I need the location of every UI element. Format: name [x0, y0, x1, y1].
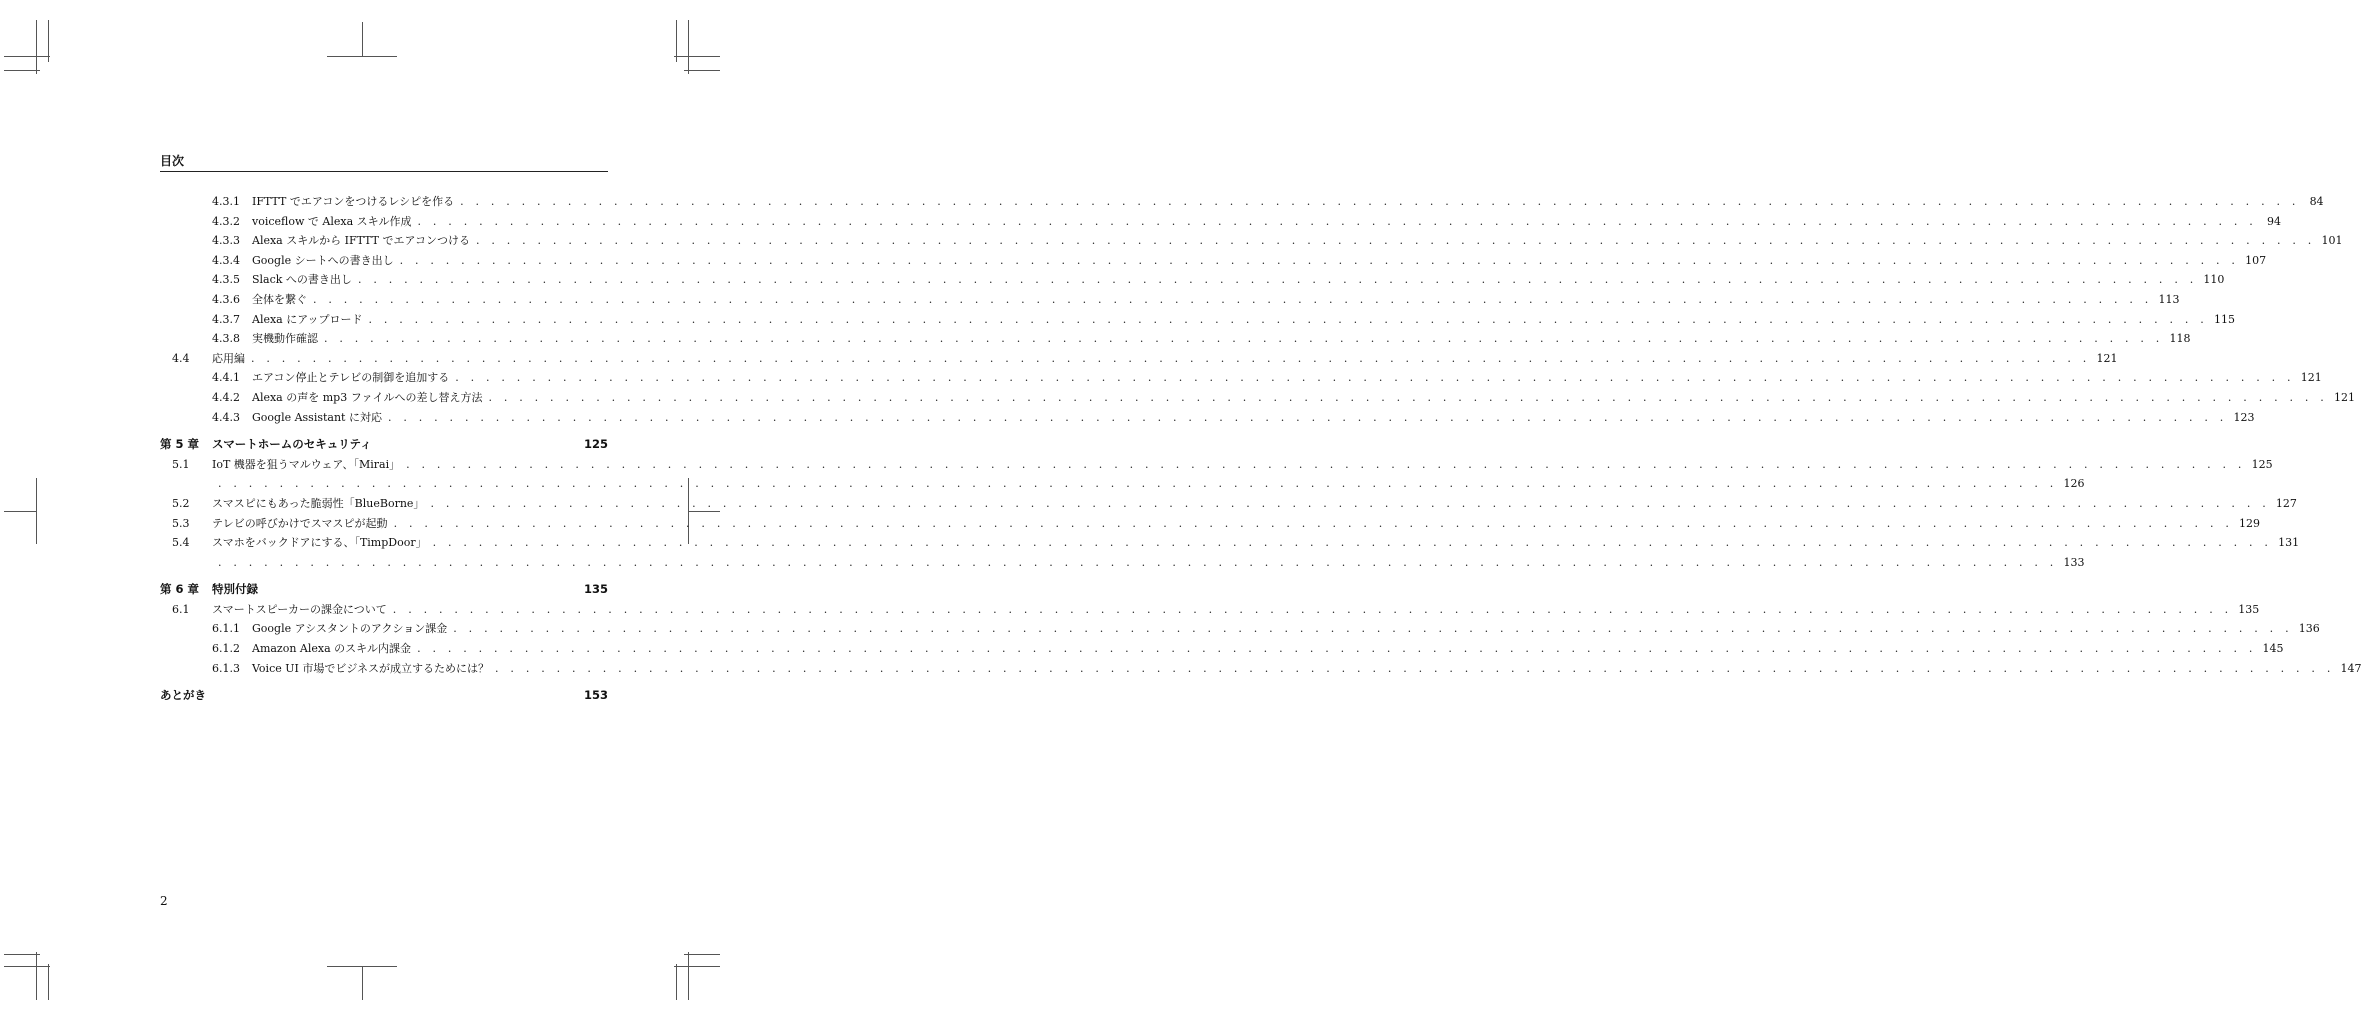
dot-leader: . . . . . . . . . . . . . . . . . . . . . . . . . . . . . . . . . . . . . . . . . . . . . . . . . . . . . . . . . . . . . . . . . . . . . . . . . . . . . . . . . . . . . . . . . . . . . . . . . . . . . . . . . . . . . . . . . . . . . . . . [218, 555, 2058, 569]
chapter-gap [160, 678, 608, 686]
toc-entry-title: IFTTT でエアコンをつけるレシピを作る [252, 195, 455, 208]
toc-entry-line [212, 494, 2297, 514]
toc-entry-page: 129 [2239, 516, 2261, 530]
toc-entry-title: Alexa スキルから IFTTT でエアコンつける [252, 234, 470, 248]
toc-chapter-entry[interactable] [160, 686, 608, 706]
toc-entry-number: 4.4.1 [212, 371, 240, 385]
toc-entry-title: スマートホームのセキュリティ [212, 437, 372, 452]
toc-entry[interactable] [160, 659, 2362, 679]
toc-entry-number: 4.4.3 [212, 410, 240, 424]
dot-leader: . . . . . . . . . . . . . . . . . . . . . . . . . . . . . . . . . . . . . . . . . . . . . . . . . . . . . . . . . . . . . . . . . . . . . . . . . . . . . . . . . . . . . . . . . . . . . . . . . . . . . . . . . . . . . . . . . . . . . . . . [324, 332, 2164, 346]
toc-entry[interactable] [160, 600, 2260, 620]
toc-entry-number: 4.3.3 [212, 234, 240, 248]
toc-entry[interactable] [160, 619, 2320, 639]
dot-leader: . . . . . . . . . . . . . . . . . . . . . . . . . . . . . . . . . . . . . . . . . . . . . . . . . . . . . . . . . . . . . . . . . . . . . . . . . . . . . . . . . . . . . . . . . . . . . . . . . . . . . . . . . . . . . . . . . . . . . . . . [313, 292, 2153, 306]
toc-entry[interactable] [160, 553, 2085, 573]
toc-entry-number: 6.1.2 [212, 642, 240, 656]
toc-entry-line [252, 212, 2281, 232]
toc-entry-title: 全体を繋ぐ [252, 292, 307, 306]
toc-entry-number: 4.3.2 [212, 214, 240, 228]
dot-leader: . . . . . . . . . . . . . . . . . . . . . . . . . . . . . . . . . . . . . . . . . . . . . . . . . . . . . . . . . . . . . . . . . . . . . . . . . . . . . . . . . . . . . . . . . . . . . . . . . . . . . . . . . . . . . . . . . . . . . . . . [453, 622, 2293, 636]
toc-entry-page: 126 [2063, 477, 2085, 491]
toc-entry-line [252, 270, 2225, 290]
toc-entry[interactable] [160, 251, 2267, 271]
toc-entry-title: スマスピにもあった脆弱性「BlueBorne」 [212, 496, 425, 510]
toc-entry-line [212, 533, 2300, 553]
toc-entry-line [252, 231, 2343, 251]
toc-entry-line [212, 580, 608, 600]
toc-entry[interactable] [160, 231, 2343, 251]
toc-chapter-entry[interactable] [160, 435, 608, 455]
toc-entry-line [252, 388, 2355, 408]
toc-entry-title: Google Assistant に対応 [252, 410, 382, 424]
dot-leader: . . . . . . . . . . . . . . . . . . . . . . . . . . . . . . . . . . . . . . . . . . . . . . . . . . . . . . . . . . . . . . . . . . . . . . . . . . . . . . . . . . . . . . . . . . . . . . . . . . . . . . . . . . . . . . . . . . . . . . . . [432, 536, 2273, 550]
toc-entry-title: エアコン停止とテレビの制御を追加する [252, 371, 450, 385]
toc-entry-page: 121 [2300, 371, 2322, 385]
toc-entry-title: Alexa の声を mp3 ファイルへの差し替え方法 [252, 390, 483, 404]
dot-leader: . . . . . . . . . . . . . . . . . . . . . . . . . . . . . . . . . . . . . . . . . . . . . . . . . . . . . . . . . . . . . . . . . . . . . . . . . . . . . . . . . . . . . . . . . . . . . . . . . . . . . . . . . . . . . . . . . . . . . . . . [251, 351, 2091, 365]
toc-entry-page: 145 [2262, 642, 2284, 656]
chapter-gap [160, 427, 608, 435]
toc-entry-line [252, 639, 2284, 659]
toc-entry-line [212, 553, 2085, 573]
toc-entry-title: Alexa にアップロード [252, 312, 363, 326]
toc-entry-page: 135 [2238, 602, 2260, 616]
toc-entry-number: 第 5 章 [160, 437, 200, 452]
chapter-gap [160, 572, 608, 580]
toc-entry[interactable] [160, 310, 2235, 330]
dot-leader: . . . . . . . . . . . . . . . . . . . . . . . . . . . . . . . . . . . . . . . . . . . . . . . . . . . . . . . . . . . . . . . . . . . . . . . . . . . . . . . . . . . . . . . . . . . . . . . . . . . . . . . . . . . . . . . . . . . . . . . . [392, 602, 2233, 616]
toc-entry-title: Voice UI 市場でビジネスが成立するためには？ [252, 661, 490, 675]
toc-entry-number: 4.3.1 [212, 195, 240, 208]
toc-entry-page: 121 [2096, 351, 2118, 365]
toc-entry[interactable] [160, 368, 2322, 388]
toc-entry-line [212, 474, 2085, 494]
toc-entry-line [212, 455, 2273, 475]
toc-entry-page: 133 [2063, 555, 2085, 569]
toc-entry[interactable] [160, 212, 2281, 232]
dot-leader: . . . . . . . . . . . . . . . . . . . . . . . . . . . . . . . . . . . . . . . . . . . . . . . . . . . . . . . . . . . . . . . . . . . . . . . . . . . . . . . . . . . . . . . . . . . . . . . . . . . . . . . . . . . . . . . . . . . . . . . . [430, 496, 2270, 510]
toc-entry-title: 応用編 [212, 351, 245, 365]
toc-entry-line [252, 368, 2322, 388]
toc-entry-number: 5.3 [172, 516, 190, 530]
toc-entry-page: 110 [2203, 273, 2225, 287]
toc-entry-number: 4.3.4 [212, 253, 240, 267]
toc-entry-line [212, 435, 608, 455]
toc-entry-number: 4.4 [172, 351, 190, 365]
dot-leader: . . . . . . . . . . . . . . . . . . . . . . . . . . . . . . . . . . . . . . . . . . . . . . . . . . . . . . . . . . . . . . . . . . . . . . . . . . . . . . . . . . . . . . . . . . . . . . . . . . . . . . . . . . . . . . . . . . . . . . . . [387, 410, 2228, 424]
toc-entry-page: 131 [2278, 536, 2300, 550]
dot-leader: . . . . . . . . . . . . . . . . . . . . . . . . . . . . . . . . . . . . . . . . . . . . . . . . . . . . . . . . . . . . . . . . . . . . . . . . . . . . . . . . . . . . . . . . . . . . . . . . . . . . . . . . . . . . . . . . . . . . . . . . [218, 477, 2058, 491]
dot-leader: . . . . . . . . . . . . . . . . . . . . . . . . . . . . . . . . . . . . . . . . . . . . . . . . . . . . . . . . . . . . . . . . . . . . . . . . . . . . . . . . . . . . . . . . . . . . . . . . . . . . . . . . . . . . . . . . . . . . . . . . [393, 516, 2234, 530]
toc-entry-line [212, 349, 2118, 369]
toc-entry-line [252, 192, 2324, 212]
toc-entry[interactable] [160, 290, 2180, 310]
toc-entry-page: 84 [2309, 195, 2324, 208]
toc-entry[interactable] [160, 192, 2324, 212]
toc-entry-title: 実機動作確認 [252, 332, 318, 346]
toc-entry-title: Google アシスタントのアクション課金 [252, 622, 448, 636]
toc-entry-page: 127 [2275, 496, 2297, 510]
toc-entry-page: 136 [2298, 622, 2320, 636]
toc-entry-page: 123 [2233, 410, 2255, 424]
toc-entry[interactable] [160, 639, 2284, 659]
toc-entry-page: 101 [2321, 234, 2343, 248]
dot-leader: . . . . . . . . . . . . . . . . . . . . . . . . . . . . . . . . . . . . . . . . . . . . . . . . . . . . . . . . . . . . . . . . . . . . . . . . . . . . . . . . . . . . . . . . . . . . . . . . . . . . . . . . . . . . . . . . . . . . . . . . [417, 642, 2257, 656]
running-header: 目次 [160, 154, 185, 168]
toc-entry-title: スマートスピーカーの課金について [212, 602, 387, 616]
toc-entry-line [252, 329, 2191, 349]
toc-entry-page: 125 [583, 437, 608, 452]
toc-entry-number: 第 6 章 [160, 582, 200, 597]
header-rule [160, 171, 608, 172]
toc-entry-line [252, 290, 2180, 310]
dot-leader: . . . . . . . . . . . . . . . . . . . . . . . . . . . . . . . . . . . . . . . . . . . . . . . . . . . . . . . . . . . . . . . . . . . . . . . . . . . . . . . . . . . . . . . . . . . . . . . . . . . . . . . . . . . . . . . . . . . . . . . . [399, 253, 2240, 267]
toc-entry[interactable] [160, 388, 2355, 408]
toc-entry-page: 121 [2333, 390, 2355, 404]
toc-entry-line [212, 600, 2260, 620]
dot-leader: . . . . . . . . . . . . . . . . . . . . . . . . . . . . . . . . . . . . . . . . . . . . . . . . . . . . . . . . . . . . . . . . . . . . . . . . . . . . . . . . . . . . . . . . . . . . . . . . . . . . . . . . . . . . . . . . . . . . . . . . [417, 214, 2257, 228]
toc-entry-title: スマホをバックドアにする、「TimpDoor」 [212, 536, 427, 550]
dot-leader: . . . . . . . . . . . . . . . . . . . . . . . . . . . . . . . . . . . . . . . . . . . . . . . . . . . . . . . . . . . . . . . . . . . . . . . . . . . . . . . . . . . . . . . . . . . . . . . . . . . . . . . . . . . . . . . . . . . . . . . . [357, 273, 2198, 287]
toc-entry-title: Google シートへの書き出し [252, 253, 394, 267]
toc-entry-line [252, 310, 2235, 330]
toc-entry-page: 118 [2169, 332, 2191, 346]
toc-entry-number: 4.3.6 [212, 292, 240, 306]
toc-entry-number: 4.4.2 [212, 390, 240, 404]
toc-entry-number: 5.4 [172, 536, 190, 550]
toc-entry-title: テレビの呼びかけでスマスピが起動 [212, 516, 388, 530]
dot-leader: . . . . . . . . . . . . . . . . . . . . . . . . . . . . . . . . . . . . . . . . . . . . . . . . . . . . . . . . . . . . . . . . . . . . . . . . . . . . . . . . . . . . . . . . . . . . . . . . . . . . . . . . . . . . . . . . . . . . . . . . [455, 371, 2295, 385]
dot-leader: . . . . . . . . . . . . . . . . . . . . . . . . . . . . . . . . . . . . . . . . . . . . . . . . . . . . . . . . . . . . . . . . . . . . . . . . . . . . . . . . . . . . . . . . . . . . . . . . . . . . . . . . . . . . . . . . . . . . . . . . [488, 390, 2328, 404]
toc-entry-number: 6.1 [172, 602, 190, 616]
toc-entry-title: voiceflow で Alexa スキル作成 [252, 214, 412, 228]
toc-entry-page: 147 [2340, 661, 2362, 675]
toc-entry[interactable] [160, 408, 2255, 428]
toc-entry-number: 4.3.8 [212, 332, 240, 346]
dot-leader: . . . . . . . . . . . . . . . . . . . . . . . . . . . . . . . . . . . . . . . . . . . . . . . . . . . . . . . . . . . . . . . . . . . . . . . . . . . . . . . . . . . . . . . . . . . . . . . . . . . . . . . . . . . . . . . . . . . . . . . . [368, 312, 2208, 326]
toc-entry[interactable] [160, 494, 2297, 514]
toc-chapter-entry[interactable] [160, 580, 608, 600]
toc-entry[interactable] [160, 474, 2085, 494]
toc-entry-line [252, 619, 2320, 639]
toc-entry-page: 107 [2245, 253, 2267, 267]
toc-entry-line [212, 514, 2261, 534]
toc-entry-number: あとがき [160, 688, 206, 703]
toc-entry[interactable] [160, 533, 2300, 553]
toc-entry-number: 4.3.5 [212, 273, 240, 287]
toc-entry-line [252, 408, 2255, 428]
dot-leader: . . . . . . . . . . . . . . . . . . . . . . . . . . . . . . . . . . . . . . . . . . . . . . . . . . . . . . . . . . . . . . . . . . . . . . . . . . . . . . . . . . . . . . . . . . . . . . . . . . . . . . . . . . . . . . . . . . . . . . . . [406, 457, 2246, 471]
toc-entry-number: 4.3.7 [212, 312, 240, 326]
toc-entry-number: 6.1.3 [212, 661, 240, 675]
toc-entry-title: IoT 機器を狙うマルウェア、「Mirai」 [212, 457, 401, 471]
dot-leader: . . . . . . . . . . . . . . . . . . . . . . . . . . . . . . . . . . . . . . . . . . . . . . . . . . . . . . . . . . . . . . . . . . . . . . . . . . . . . . . . . . . . . . . . . . . . . . . . . . . . . . . . . . . . . . . . . . . . . . . . [460, 195, 2300, 208]
toc-entry-number: 5.1 [172, 457, 190, 471]
toc-entry-number: 6.1.1 [212, 622, 240, 636]
toc-entry-page: 135 [583, 582, 608, 597]
toc-entry-page: 125 [2251, 457, 2273, 471]
toc-entry-line [212, 686, 608, 706]
toc-entry-page: 153 [583, 688, 608, 703]
toc-entry-title: 特別付録 [212, 582, 258, 597]
toc-entry-page: 94 [2267, 214, 2281, 228]
toc-entry-page: 113 [2158, 292, 2180, 306]
toc-entry-line [252, 659, 2362, 679]
toc-entry-page: 115 [2213, 312, 2235, 326]
dot-leader: . . . . . . . . . . . . . . . . . . . . . . . . . . . . . . . . . . . . . . . . . . . . . . . . . . . . . . . . . . . . . . . . . . . . . . . . . . . . . . . . . . . . . . . . . . . . . . . . . . . . . . . . . . . . . . . . . . . . . . . . [495, 661, 2335, 675]
toc-entry[interactable] [160, 270, 2225, 290]
page-number: 2 [160, 894, 168, 908]
toc-entry-number: 5.2 [172, 496, 190, 510]
toc-entry-line [252, 251, 2267, 271]
dot-leader: . . . . . . . . . . . . . . . . . . . . . . . . . . . . . . . . . . . . . . . . . . . . . . . . . . . . . . . . . . . . . . . . . . . . . . . . . . . . . . . . . . . . . . . . . . . . . . . . . . . . . . . . . . . . . . . . . . . . . . . . [475, 234, 2316, 248]
toc-entry[interactable] [160, 514, 2261, 534]
toc-entry[interactable] [160, 349, 2118, 369]
table-of-contents [160, 192, 2362, 706]
toc-entry-title: Slack への書き出し [252, 273, 352, 287]
toc-entry[interactable] [160, 329, 2191, 349]
toc-entry[interactable] [160, 455, 2273, 475]
toc-entry-title: Amazon Alexa のスキル内課金 [252, 642, 412, 656]
